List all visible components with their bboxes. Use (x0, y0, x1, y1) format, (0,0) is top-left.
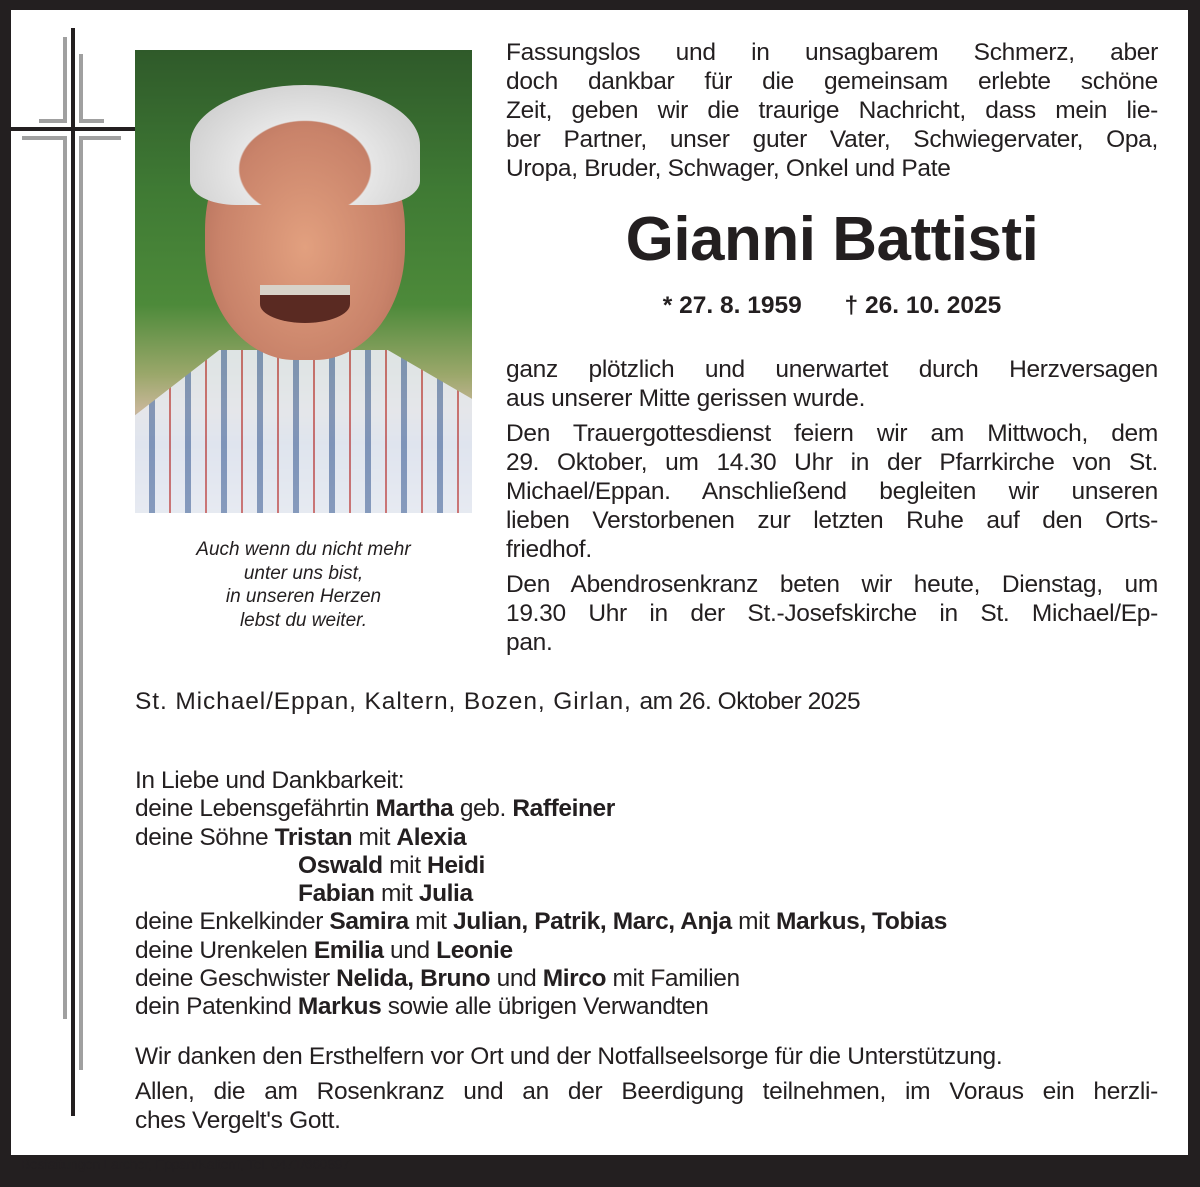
intro-text (506, 38, 1158, 183)
funeral-service-paragraph (506, 419, 1158, 564)
mourner-name: Leonie (436, 936, 513, 964)
cross-shadow-stroke (63, 37, 67, 120)
mourner-name: Markus, Tobias (775, 908, 947, 936)
mourner-name: Emilia (313, 936, 384, 964)
relation-text: deine Urenkelen (135, 936, 314, 964)
cross-shadow-stroke (79, 119, 104, 123)
intro-line: Zeit, geben wir die traurige Nachricht, dass mein lie- (506, 97, 1158, 124)
relation-text: dein Patenkind (135, 993, 298, 1021)
mourner-name: Samira (329, 908, 409, 936)
mourner-name: Markus (297, 993, 382, 1021)
mourner-name: Oswald (298, 851, 383, 879)
mourner-line (135, 937, 1135, 965)
body-line: aus unserer Mitte gerissen wurde. (506, 385, 866, 412)
photo-smile (260, 285, 350, 323)
relation-text: und (490, 965, 543, 993)
mourner-name: Julian, Patrik, Marc, Anja (452, 908, 732, 936)
mourner-name: Alexia (396, 823, 467, 851)
latin-cross-icon (11, 10, 141, 1120)
quote-line: unter uns bist, (243, 562, 364, 584)
body-line: Den Trauergottesdienst feiern wir am Mittwoch, dem (506, 420, 1158, 447)
mourner-line (135, 852, 1135, 880)
life-dates (506, 292, 1158, 320)
mourner-line (135, 908, 1135, 936)
thanks-line: Allen, die am Rosenkranz und an der Beerdigung teilnehmen, im Voraus ein herzli- (135, 1078, 1158, 1105)
place-and-date (135, 688, 1047, 716)
thanks-paragraph (135, 1077, 1158, 1135)
relation-text: mit (374, 880, 419, 908)
cross-shadow-stroke (79, 136, 121, 140)
intro-line: Uropa, Bruder, Schwager, Onkel und Pate (506, 155, 951, 182)
body-line: pan. (506, 629, 553, 656)
thanks-section (135, 1042, 1158, 1141)
relation-text: deine Geschwister (135, 965, 337, 993)
memorial-quote (135, 538, 472, 632)
announcement-body (506, 355, 1158, 663)
thanks-paragraph (135, 1042, 1158, 1071)
cross-shadow-stroke (79, 136, 83, 1070)
quote-line: in unseren Herzen (225, 586, 382, 607)
mourner-name: Mirco (542, 965, 607, 993)
quote-line: lebst du weiter. (239, 609, 368, 631)
mourner-name: Nelida, Bruno (336, 965, 491, 993)
cause-paragraph (506, 355, 1158, 413)
mourner-name: Martha (375, 795, 454, 823)
mourner-name: Julia (418, 880, 473, 908)
relation-text: und (383, 936, 437, 964)
mourner-line (135, 965, 1135, 993)
places: St. Michael/Eppan, Kaltern, Bozen, Girlan, (135, 688, 640, 715)
intro-line: ber Partner, unser guter Vater, Schwiegervater, Opa, (506, 126, 1158, 153)
relation-text: mit Familien (606, 965, 740, 993)
death-date: † 26. 10. 2025 (844, 292, 1002, 319)
relation-text: deine Lebensgefährtin (135, 795, 376, 823)
rosary-paragraph (506, 570, 1158, 657)
mourner-line (135, 824, 1135, 852)
body-line: ganz plötzlich und unerwartet durch Herzversagen (506, 356, 1158, 383)
mourners-heading: In Liebe und Dankbarkeit: (135, 767, 405, 794)
birth-date: * 27. 8. 1959 (662, 292, 802, 319)
body-line: Den Abendrosenkranz beten wir heute, Dienstag, um (506, 571, 1158, 598)
cross-shadow-stroke (79, 54, 83, 120)
relation-text: sowie alle übrigen Verwandten (381, 993, 709, 1021)
body-line: 19.30 Uhr in der St.-Josefskirche in St. Michael/Ep- (506, 600, 1158, 627)
cross-vertical-bar (71, 28, 75, 1116)
photo-shirt (135, 350, 472, 513)
cross-horizontal-bar (11, 127, 135, 131)
notice-date: am 26. Oktober 2025 (639, 688, 861, 715)
mourner-line (135, 795, 1135, 823)
body-line: Michael/Eppan. Anschließend begleiten wir unseren (506, 478, 1158, 505)
cross-shadow-stroke (63, 136, 67, 1019)
mourner-name: Raffeiner (512, 795, 615, 823)
thanks-line: ches Vergelt's Gott. (135, 1107, 341, 1134)
body-line: lieben Verstorbenen zur letzten Ruhe auf den Orts- (506, 507, 1158, 534)
body-line: friedhof. (506, 536, 592, 563)
mourner-name: Heidi (427, 851, 485, 879)
relation-text: deine Söhne (135, 823, 275, 851)
photo-hair (190, 85, 420, 205)
cross-shadow-stroke (22, 136, 67, 140)
relation-text: mit (382, 851, 428, 879)
body-line: 29. Oktober, um 14.30 Uhr in der Pfarrkirche von St. (506, 449, 1158, 476)
intro-line: Fassungslos und in unsagbarem Schmerz, aber (506, 39, 1158, 66)
relation-text: deine Enkelkinder (135, 908, 330, 936)
relation-text: mit (352, 823, 397, 851)
intro-line: doch dankbar für die gemeinsam erlebte schöne (506, 68, 1158, 95)
obituary-notice (11, 10, 1188, 1172)
mourner-line (135, 993, 1135, 1021)
relation-text: mit (408, 908, 453, 936)
thanks-line: Wir danken den Ersthelfern vor Ort und der Notfallseelsorge für die Unterstützung. (135, 1043, 1003, 1070)
mourners-list (135, 767, 1135, 1022)
relation-text: geb. (453, 795, 513, 823)
quote-line: Auch wenn du nicht mehr (196, 539, 411, 560)
portrait-photo (135, 50, 472, 513)
relation-text: mit (731, 908, 776, 936)
cross-shadow-stroke (39, 119, 67, 123)
funeral-home-credit: Bestattungen Larcher, Eppan/Kaltern, Tel. 0471/660897 (21, 1156, 350, 1172)
mourner-line (135, 880, 1135, 908)
deceased-name: Gianni Battisti (625, 205, 1039, 274)
mourner-name: Tristan (274, 823, 353, 851)
mourner-name: Fabian (298, 880, 375, 908)
